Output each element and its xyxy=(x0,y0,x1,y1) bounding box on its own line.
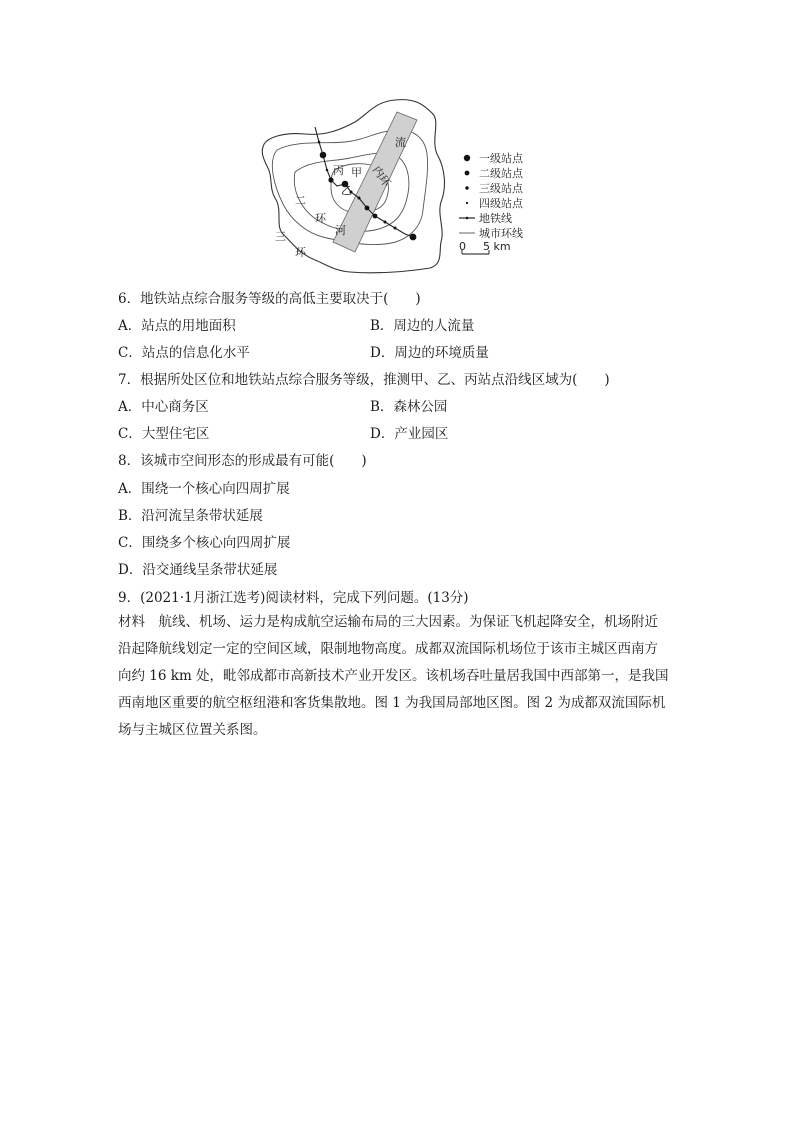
station xyxy=(318,141,321,144)
label-yi: 乙 xyxy=(341,184,352,197)
scale-five: 5 km xyxy=(483,240,511,253)
material-line: 场与主城区位置关系图。 xyxy=(118,722,267,738)
question-7-stem: 7．根据所处区位和地铁站点综合服务等级，推测甲、乙、丙站点沿线区域为( ) xyxy=(118,372,610,388)
question-7-option-a[interactable]: A．中心商务区 xyxy=(118,399,209,415)
legend-label: 四级站点 xyxy=(479,197,523,210)
material-line: 向约 16 km 处，毗邻成都市高新技术产业开发区。该机场吞吐量居我国中西部第一，是我国 xyxy=(118,668,669,684)
material-line: 西南地区重要的航空枢纽港和客货集散地。图 1 为我国局部地区图。图 2 为成都双流国际机 xyxy=(118,695,666,711)
city-metro-map xyxy=(255,92,545,277)
label-second-ring-b: 环 xyxy=(315,212,326,225)
legend-label: 地铁线 xyxy=(479,212,512,225)
station xyxy=(365,206,370,211)
label-third-ring-b: 环 xyxy=(295,246,306,259)
question-9-stem: 9．(2021·1月浙江选考)阅读材料，完成下列问题。(13分) xyxy=(118,590,469,606)
scale-zero: 0 xyxy=(459,240,466,253)
question-8-option-a[interactable]: A．围绕一个核心向四周扩展 xyxy=(118,481,290,497)
legend-label: 三级站点 xyxy=(479,182,523,195)
question-8-option-b[interactable]: B．沿河流呈条带状延展 xyxy=(118,508,263,524)
question-8-stem: 8．该城市空间形态的形成最有可能( ) xyxy=(118,453,367,469)
material-line: 材料 航线、机场、运力是构成航空运输布局的三大因素。为保证飞机起降安全，机场附近 xyxy=(118,614,658,630)
legend-dot-large-icon xyxy=(464,155,470,161)
question-6-option-c[interactable]: C．站点的信息化水平 xyxy=(118,345,250,361)
legend-dot-medium-icon xyxy=(465,171,470,176)
legend-dot-tiny-icon xyxy=(466,202,468,204)
label-second-ring: 二 xyxy=(295,194,306,207)
station xyxy=(358,197,361,200)
map-figure xyxy=(255,92,545,277)
station-level1 xyxy=(320,152,327,159)
label-river: 流 xyxy=(395,136,406,149)
legend-dot-small-icon xyxy=(465,186,468,189)
map-legend xyxy=(459,151,524,254)
label-inner-ring: 内环 xyxy=(369,163,394,190)
question-8-option-c[interactable]: C．围绕多个核心向四周扩展 xyxy=(118,535,291,551)
label-third-ring: 三 xyxy=(275,230,286,243)
question-7-option-d[interactable]: D．产业园区 xyxy=(370,426,449,442)
station xyxy=(384,221,387,224)
question-6-option-d[interactable]: D．周边的环境质量 xyxy=(370,345,489,361)
question-6-stem: 6．地铁站点综合服务等级的高低主要取决于( ) xyxy=(118,291,421,307)
station-level1 xyxy=(410,234,417,241)
question-7-option-c[interactable]: C．大型住宅区 xyxy=(118,426,210,442)
question-7-option-b[interactable]: B．森林公园 xyxy=(370,399,448,415)
legend-label: 城市环线 xyxy=(479,227,523,240)
station xyxy=(394,227,397,230)
label-jia: 甲 xyxy=(351,166,362,179)
legend-label: 一级站点 xyxy=(479,152,523,165)
material-line: 沿起降航线划定一定的空间区域，限制地物高度。成都双流国际机场位于该市主城区西南方 xyxy=(118,641,658,657)
question-6-option-b[interactable]: B．周边的人流量 xyxy=(370,318,475,334)
station xyxy=(373,214,378,219)
question-8-option-d[interactable]: D．沿交通线呈条带状延展 xyxy=(118,562,278,578)
label-river-2: 河 xyxy=(335,224,346,237)
question-9-material xyxy=(118,609,678,744)
station-bing xyxy=(328,177,333,182)
legend-label: 二级站点 xyxy=(479,167,523,180)
station xyxy=(326,169,329,172)
question-6-option-a[interactable]: A．站点的用地面积 xyxy=(118,318,236,334)
label-bing: 丙 xyxy=(333,164,344,177)
